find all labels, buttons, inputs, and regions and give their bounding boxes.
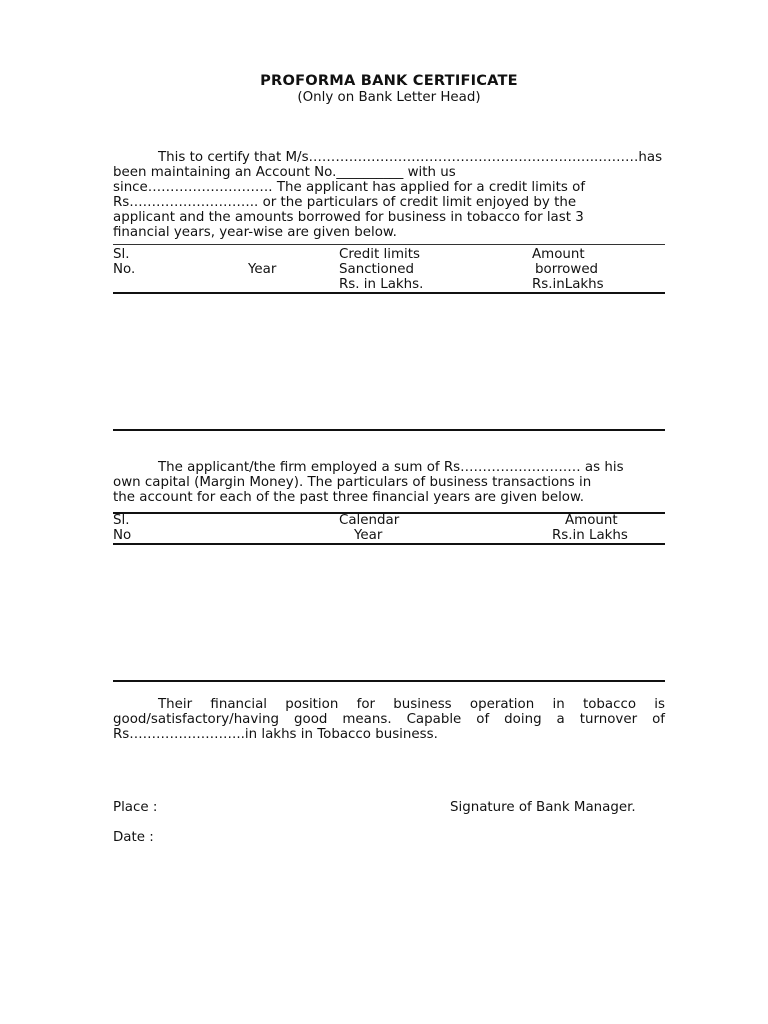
table1-amount-header-3: Rs.inLakhs [532,277,604,292]
financial-position-paragraph [113,697,665,742]
table1-sl-header: Sl. [113,247,130,262]
table2-header-rule [113,543,665,545]
text-segment: or the particulars of credit limit enjoyed by the [262,195,577,210]
signature-label: Signature of Bank Manager. [450,800,636,815]
table1-bottom-rule [113,429,665,431]
para2-line-2: own capital (Margin Money). The particulars of business transactions in [113,475,592,490]
table2-sl-header: Sl. [113,513,130,528]
table2-bottom-rule [113,680,665,682]
table1-top-rule [113,244,665,245]
capital-paragraph [113,460,665,505]
text-segment: Their financial position for business operation in tobacco is [158,697,665,712]
since-blank: since………………………. [113,180,273,195]
table1-credit-header-1: Credit limits [339,247,420,262]
para1-line-5: applicant and the amounts borrowed for business in tobacco for last 3 [113,210,584,225]
table1-header-rule [113,292,665,294]
table1-amount-header-2: borrowed [535,262,599,277]
text-segment: The applicant has applied for a credit limits of [276,180,586,195]
table1-amount-header-1: Amount [532,247,585,262]
para2-line-3: the account for each of the past three financial years are given below. [113,490,584,505]
table1-credit-header-2: Sanctioned [339,262,414,277]
table2-year-header: Year [354,528,383,543]
para2-line-1: The applicant/the firm employed a sum of Rs……………………… as his [158,460,624,475]
word: with [407,165,437,180]
table1-credit-header-3: Rs. in Lakhs. [339,277,424,292]
date-label: Date : [113,830,154,845]
certification-paragraph [113,150,665,240]
table1-no-header: No. [113,262,136,277]
word: been [113,165,147,180]
para3-line-2 [113,712,665,727]
para3-line-3: Rs……………………..in lakhs in Tobacco business. [113,727,438,742]
table2-no-header: No [113,528,132,543]
page-subtitle: (Only on Bank Letter Head) [297,90,481,105]
table2-rs-header: Rs.in Lakhs [552,528,628,543]
para1-line-3 [113,180,665,195]
account-number-blank: No.__________ [314,165,404,180]
para1-line-1: This to certify that M/s………………………………………………………..………has [158,150,663,165]
para1-line-4 [113,195,665,210]
text-segment: good/satisfactory/having good means. Capable of doing a turnover of [113,712,665,727]
para3-line-1 [113,697,665,712]
table1-year-header: Year [248,262,277,277]
word: Account [255,165,310,180]
place-label: Place : [113,800,158,815]
word: us [440,165,456,180]
page-title: PROFORMA BANK CERTIFICATE [260,72,518,89]
para1-line-6: financial years, year-wise are given below. [113,225,397,240]
amount-blank: Rs……………………….. [113,195,259,210]
para1-line-2 [113,165,665,180]
table2-calendar-header: Calendar [339,513,400,528]
word: an [234,165,252,180]
table2-amount-header: Amount [565,513,618,528]
word: maintaining [150,165,231,180]
